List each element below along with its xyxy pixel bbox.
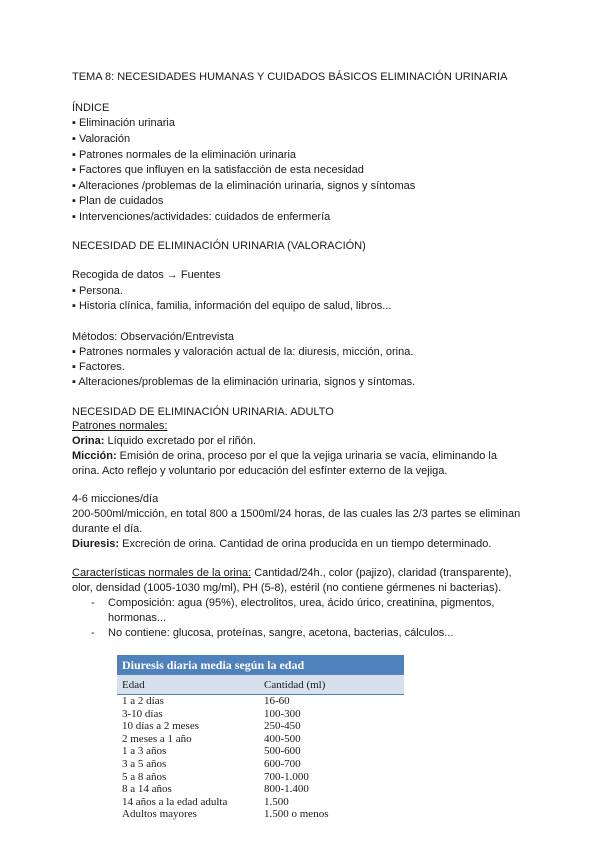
table-cell: 14 años a la edad adulta [122,795,228,808]
table-cell: 600-700 [264,757,301,770]
index-item: ▪ Intervenciones/actividades: cuidados de enfermería [72,211,331,223]
table-row [117,695,404,708]
table-row [117,796,404,809]
adulto-heading: NECESIDAD DE ELIMINACIÓN URINARIA. ADULTO [72,406,334,418]
index-item: ▪ Valoración [72,133,131,145]
table-row [117,808,404,821]
table-row [117,745,404,758]
caracteristicas-label: Características normales de la orina: [72,567,252,579]
table-row [117,783,404,796]
micciones-per-day: 4-6 micciones/día [72,493,159,505]
miccion-definition [72,449,497,464]
table-row [117,771,404,784]
index-item: ▪ Alteraciones /problemas de la eliminación urinaria, signos y síntomas [72,180,416,192]
composicion-text-cont: hormonas... [108,612,167,624]
table-row [117,708,404,721]
index-item: ▪ Patrones normales de la eliminación urinaria [72,149,297,161]
table-cell: 500-600 [264,745,301,758]
table-cell: Adultos mayores [122,808,197,821]
table-cell: 700-1.000 [264,770,309,783]
table-row [117,733,404,746]
table-cell: 2 meses a 1 año [122,732,192,745]
metodos-item: ▪ Patrones normales y valoración actual de la: diuresis, micción, orina. [72,346,414,358]
valoracion-heading: NECESIDAD DE ELIMINACIÓN URINARIA (VALORACIÓN) [72,240,366,252]
miccion-text: Emisión de orina, proceso por el que la vejiga urinaria se vacía, eliminando la [116,450,497,462]
table-title: Diuresis diaria media según la edad [117,655,404,675]
diuresis-definition [72,537,491,552]
metodos-heading: Métodos: Observación/Entrevista [72,331,235,343]
orina-label: Orina: [72,435,105,447]
table-cell: 400-500 [264,732,301,745]
recogida-item: ▪ Persona. [72,285,123,297]
table-cell: 1 a 3 años [122,745,167,758]
table-cell: 250-450 [264,720,301,733]
recogida-item: ▪ Historia clínica, familia, información del equipo de salud, libros... [72,300,392,312]
miccion-text-cont: orina. Acto reflejo y voluntario por educación del esfínter externo de la vejiga. [72,465,448,477]
table-cell: 100-300 [264,707,301,720]
table-cell: 3-10 días [122,707,163,720]
table-header-row [117,675,404,695]
table-cell: 1.500 o menos [264,808,329,821]
orina-definition [72,434,256,449]
index-heading: ÍNDICE [72,102,110,114]
table-cell: 5 a 8 años [122,770,167,783]
diuresis-table [117,655,404,821]
table-cell: 1.500 [264,795,289,808]
composicion-text: Composición: agua (95%), electrolitos, urea, ácido úrico, creatinina, pigmentos, [108,597,495,609]
table-header-edad: Edad [117,675,259,695]
patrones-normales: Patrones normales: [72,420,168,432]
orina-text: Líquido excretado por el riñón. [104,435,257,447]
table-row [117,720,404,733]
table-header-cantidad: Cantidad (ml) [259,675,404,695]
diuresis-text: Excreción de orina. Cantidad de orina producida en un tiempo determinado. [119,538,492,550]
miccion-label: Micción: [72,450,117,462]
caracteristicas [72,566,512,581]
document-title: TEMA 8: NECESIDADES HUMANAS Y CUIDADOS BÁSICOS ELIMINACIÓN URINARIA [72,71,508,83]
index-item: ▪ Plan de cuidados [72,195,164,207]
diuresis-label: Diuresis: [72,538,120,550]
index-item: ▪ Factores que influyen en la satisfacción de esta necesidad [72,164,364,176]
volume-text-cont: durante el día. [72,523,143,535]
table-cell: 1 a 2 días [122,695,164,707]
table-cell: 800-1.400 [264,783,309,796]
caracteristicas-text-cont: olor, densidad (1005-1030 mg/ml), PH (5-8), estéril (no contiene gérmenes ni bacterias). [72,582,502,594]
index-item: ▪ Eliminación urinaria [72,117,175,129]
table-cell: 10 días a 2 meses [122,720,199,733]
no-contiene-item [91,626,454,641]
composicion-item [91,596,495,611]
dash-bullet: - [91,627,95,639]
recogida-datos: Recogida de datos → Fuentes [72,269,221,281]
no-contiene-text: No contiene: glucosa, proteínas, sangre, acetona, bacterias, cálculos... [108,627,454,639]
table-cell: 3 a 5 años [122,757,167,770]
table-cell: 16-60 [264,695,290,707]
caracteristicas-text: Cantidad/24h., color (pajizo), claridad (transparente), [251,567,512,579]
table-row [117,758,404,771]
table-cell: 8 a 14 años [122,783,172,796]
metodos-item: ▪ Factores. [72,361,125,373]
dash-bullet: - [91,597,95,609]
metodos-item: ▪ Alteraciones/problemas de la eliminación urinaria, signos y síntomas. [72,376,416,388]
volume-text: 200-500ml/micción, en total 800 a 1500ml/24 horas, de las cuales las 2/3 partes se eliminan [72,508,521,520]
